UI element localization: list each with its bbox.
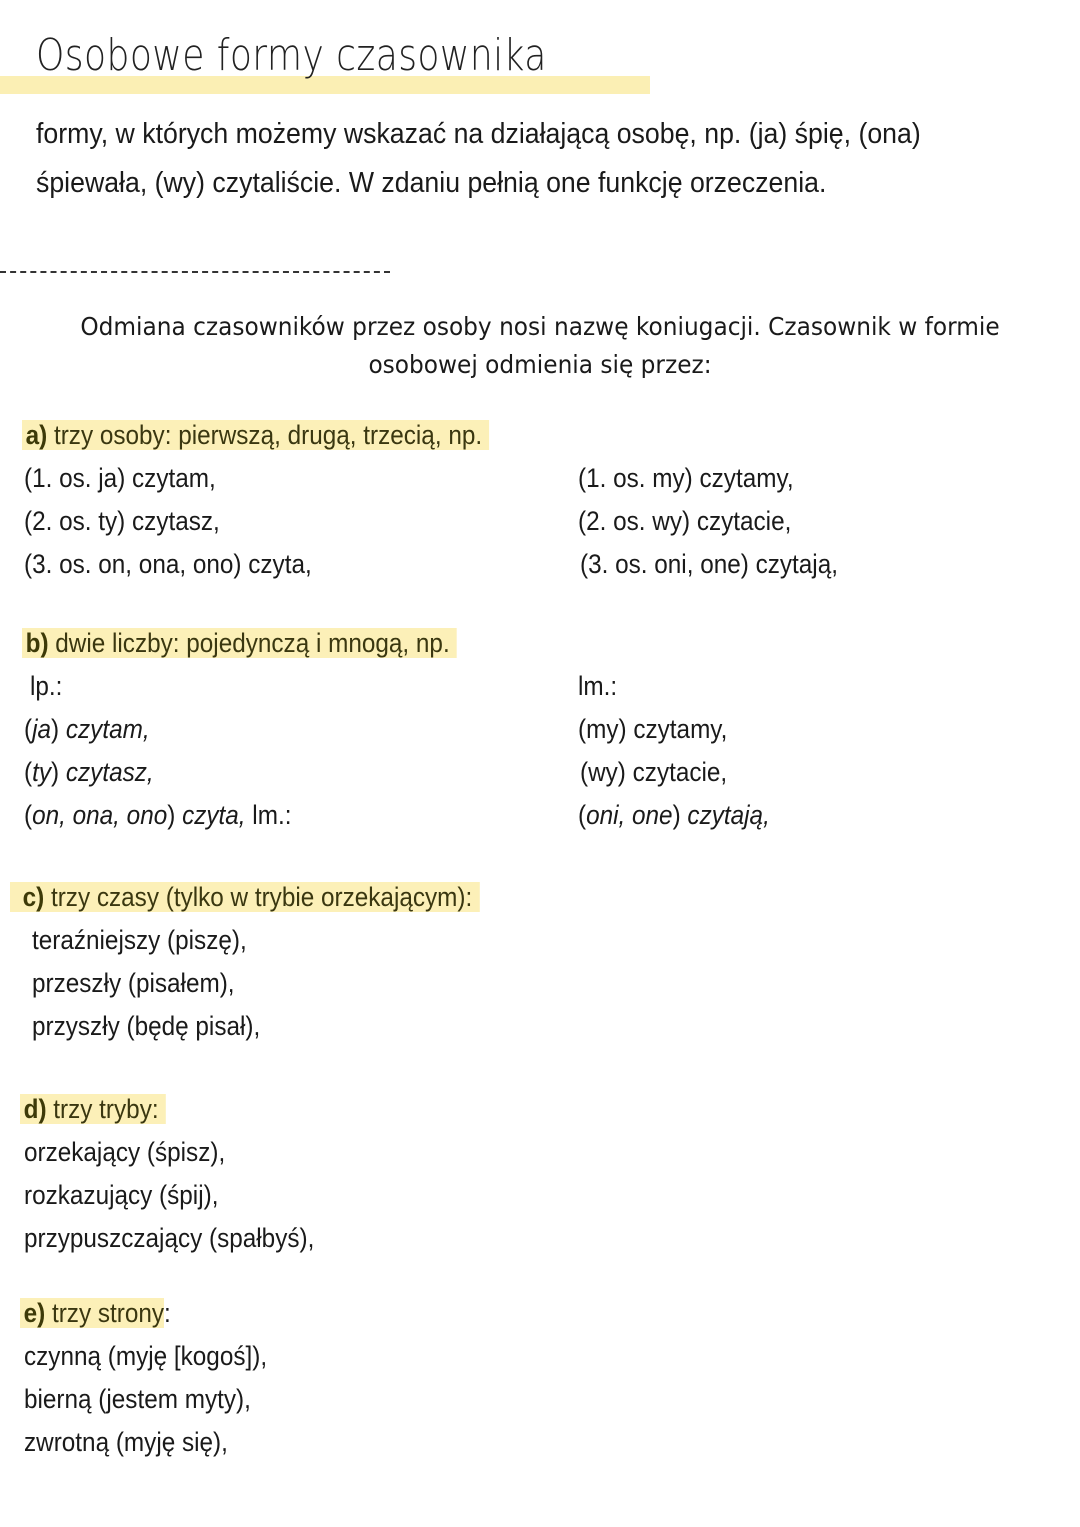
mood-indicative: orzekający (śpisz), <box>24 1137 226 1167</box>
conjugation-note: Odmiana czasowników przez osoby nosi nazwę koniugacji. Czasownik w formie osobowej odmienia się przez: <box>80 312 1000 379</box>
section-e-heading <box>20 1292 171 1335</box>
section-b-title: dwie liczby: pojedynczą i mnogą, np. <box>48 628 450 658</box>
tense-past: przeszły (pisałem), <box>32 968 235 998</box>
section-b-heading <box>22 622 457 665</box>
plural-header: lm.: <box>578 671 618 701</box>
verb-form: czytają, <box>687 800 770 830</box>
section-b-left-3: (on, ona, ono) czyta, lm.: <box>24 800 292 830</box>
section-a-label: a) <box>25 420 48 450</box>
page-title: Osobowe formy czasownika <box>36 30 547 81</box>
section-e-label: e) <box>23 1298 46 1328</box>
voice-active: czynną (myję [kogoś]), <box>24 1341 268 1371</box>
pronoun: wy <box>588 757 618 787</box>
pronoun: my <box>586 714 619 744</box>
section-a-title: trzy osoby: pierwszą, drugą, trzecią, np. <box>47 420 483 450</box>
stray-label: lm.: <box>245 800 292 830</box>
section-b-left-1: (ja) czytam, <box>24 714 150 744</box>
section-b-right-1: (my) czytamy, <box>578 714 728 744</box>
section-a-heading <box>22 414 489 457</box>
section-d-heading <box>20 1088 166 1131</box>
verb-form: czytasz, <box>65 757 154 787</box>
singular-header: lp.: <box>30 671 63 701</box>
pronoun: oni, one <box>586 800 673 830</box>
section-a-right-3: (3. os. oni, one) czytają, <box>580 549 838 579</box>
intro-definition: formy, w których możemy wskazać na działającą osobę, np. (ja) śpię, (ona) śpiewała, (wy) czytaliście. W zdaniu pełnią one funkcję orzeczenia. <box>36 118 921 199</box>
section-e-colon: : <box>164 1298 171 1328</box>
verb-form: czyta, <box>182 800 246 830</box>
verb-form: czytacie, <box>632 757 728 787</box>
section-c-label: c) <box>22 882 45 912</box>
dashed-divider <box>0 271 390 273</box>
voice-reflexive: zwrotną (myję się), <box>24 1427 228 1457</box>
mood-conditional: przypuszczający (spałbyś), <box>24 1223 315 1253</box>
verb-form: czytam, <box>65 714 150 744</box>
section-c-heading <box>10 876 479 919</box>
section-b-label: b) <box>25 628 49 658</box>
section-d-title: trzy tryby: <box>46 1094 159 1124</box>
pronoun: ja <box>32 714 52 744</box>
tense-present: teraźniejszy (piszę), <box>32 925 247 955</box>
tense-future: przyszły (będę pisał), <box>32 1011 261 1041</box>
pronoun: on, ona, ono <box>32 800 168 830</box>
section-b-right-2: (wy) czytacie, <box>580 757 728 787</box>
section-b-right-3: (oni, one) czytają, <box>578 800 770 830</box>
section-b-left-2: (ty) czytasz, <box>24 757 154 787</box>
section-a-left-2: (2. os. ty) czytasz, <box>24 506 220 536</box>
verb-form: czytamy, <box>633 714 728 744</box>
section-a-left-1: (1. os. ja) czytam, <box>24 463 216 493</box>
section-d-label: d) <box>23 1094 47 1124</box>
pronoun: ty <box>32 757 52 787</box>
voice-passive: bierną (jestem myty), <box>24 1384 251 1414</box>
section-c-title: trzy czasy (tylko w trybie orzekającym): <box>44 882 473 912</box>
section-e-title: trzy strony <box>45 1298 165 1328</box>
section-a-left-3: (3. os. on, ona, ono) czyta, <box>24 549 312 579</box>
mood-imperative: rozkazujący (śpij), <box>24 1180 219 1210</box>
section-a-right-1: (1. os. my) czytamy, <box>578 463 794 493</box>
section-a-right-2: (2. os. wy) czytacie, <box>578 506 792 536</box>
